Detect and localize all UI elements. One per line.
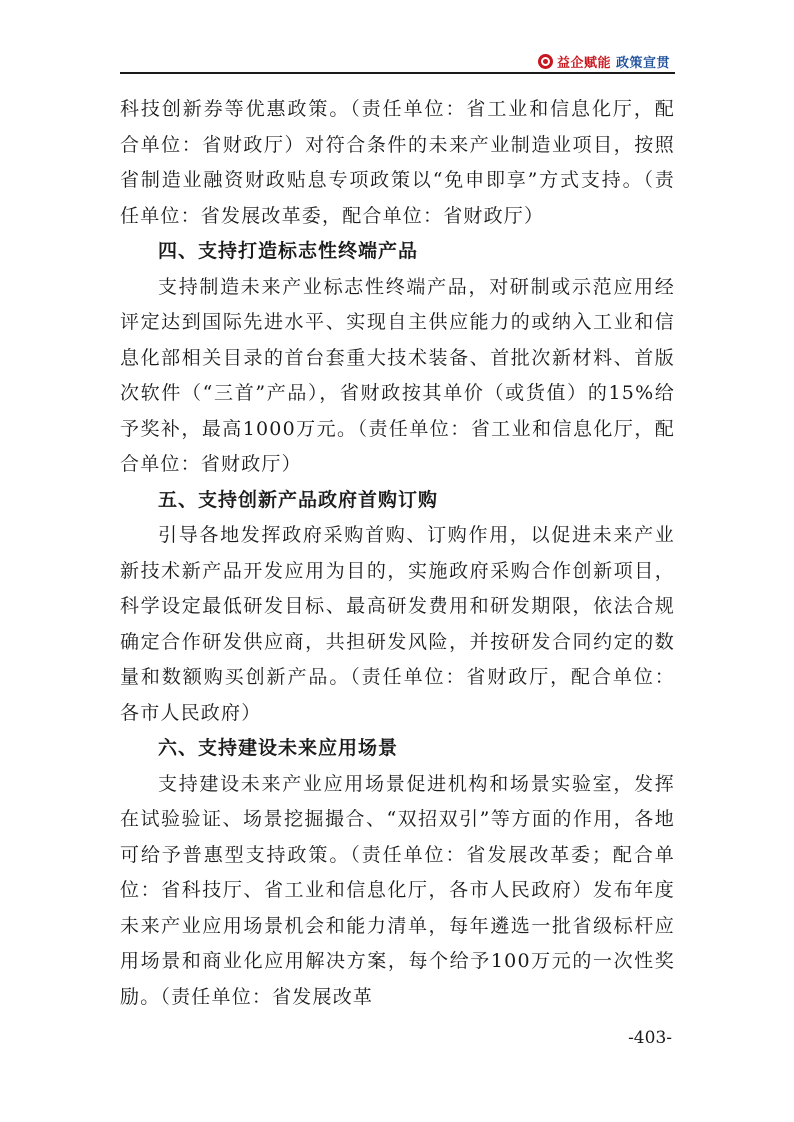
brand-name [557,52,670,71]
header-rule [120,72,675,74]
header-brand [538,52,670,70]
circle-logo-icon [538,54,553,69]
page-number: -403- [628,1028,672,1048]
paragraph-3: 引导各地发挥政府采购首购、订购作用，以促进未来产业新技术新产品开发应用为目的，实施政府采购合作创新项目，科学设定最低研发目标、最高研发费用和研发期限，依法合规确定合作研发供应商，共担研发风险，并按研发合同约定的数量和数额购买创新产品。（责任单位：省财政厅，配合单位：各市人民政府） [120,524,675,724]
section-heading-6: 六、支持建设未来应用场景 [158,737,399,759]
section-heading-5: 五、支持创新产品政府首购订购 [158,488,439,511]
paragraph-2: 支持制造未来产业标志性终端产品，对研制或示范应用经评定达到国际先进水平、实现自主供应能力的或纳入工业和信息化部相关目录的首台套重大技术装备、首批次新材料、首版次软件（“三首”产品），省财政按其单价（或货值）的15%给予奖补，最高1000万元。（责任单位：省工业和信息化厅，配合单位：省财政厅） [120,275,675,475]
paragraph-4: 支持建设未来产业应用场景促进机构和场景实验室，发挥在试验验证、场景挖掘撮合、“双招双引”等方面的作用，各地可给予普惠型支持政策。（责任单位：省发展改革委；配合单位：省科技厅、省工业和信息化厅，各市人民政府）发布年度未来产业应用场景机会和能力清单，每年遴选一批省级标杆应用场景和商业化应用解决方案，每个给予100万元的一次性奖励。（责任单位：省发展改革 [120,772,675,1008]
section-heading-4: 四、支持打造标志性终端产品 [158,240,419,262]
paragraph-1: 科技创新券等优惠政策。（责任单位：省工业和信息化厅，配合单位：省财政厅）对符合条件的未来产业制造业项目，按照省制造业融资财政贴息专项政策以“免申即享”方式支持。（责任单位：省发展改革委，配合单位：省财政厅） [120,98,675,227]
brand-name-red: 益企赋能 [556,55,611,71]
brand-name-blue: 政策宣贯 [615,55,670,71]
document-body [120,92,675,1015]
